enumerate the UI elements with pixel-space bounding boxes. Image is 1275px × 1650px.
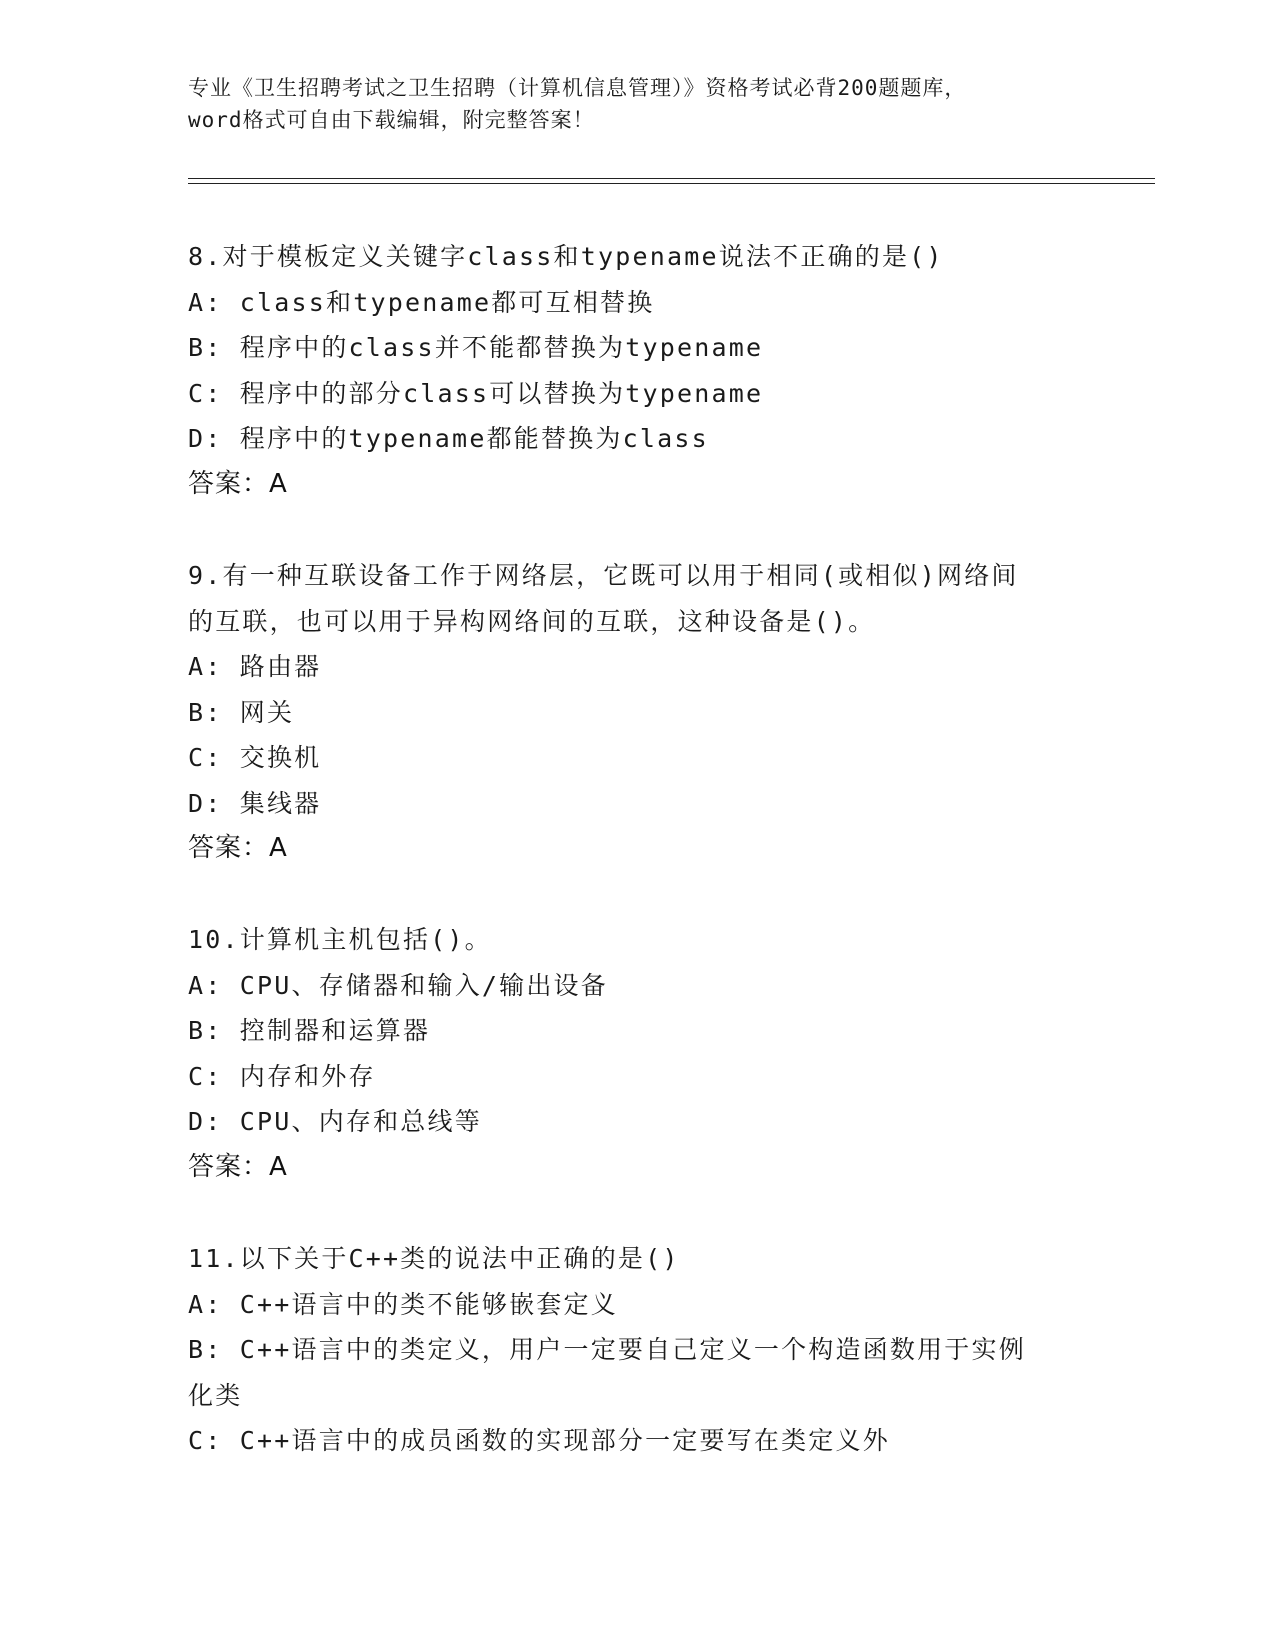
option-d: D: 集线器 (188, 788, 322, 818)
question-stem-continued: 的互联，也可以用于异构网络间的互联，这种设备是()。 (188, 606, 876, 636)
answer: 答案：A (188, 1151, 288, 1182)
question-stem: 11.以下关于C++类的说法中正确的是() (188, 1244, 680, 1273)
question-stem: 8.对于模板定义关键字class和typename说法不正确的是() (188, 242, 944, 271)
option-b-continued: 化类 (188, 1380, 243, 1410)
header-line-2: word格式可自由下载编辑，附完整答案！ (188, 108, 595, 132)
question-stem: 9.有一种互联设备工作于网络层，它既可以用于相同(或相似)网络间 (188, 561, 1019, 590)
option-a: A: class和typename都可互相替换 (188, 287, 655, 317)
question-11 (188, 1236, 1088, 1464)
option-b: B: 网关 (188, 697, 295, 727)
option-c: C: C++语言中的成员函数的实现部分一定要写在类定义外 (188, 1426, 890, 1455)
question-stem: 10.计算机主机包括()。 (188, 925, 492, 954)
question-9 (188, 553, 1088, 870)
option-b: B: C++语言中的类定义，用户一定要自己定义一个构造函数用于实例 (188, 1335, 1026, 1364)
option-d: D: CPU、内存和总线等 (188, 1107, 482, 1136)
option-a: A: C++语言中的类不能够嵌套定义 (188, 1289, 618, 1319)
header-divider-top (188, 178, 1155, 179)
option-b: B: 程序中的class并不能都替换为typename (188, 333, 764, 362)
option-b: B: 控制器和运算器 (188, 1016, 431, 1045)
header-line-1: 专业《卫生招聘考试之卫生招聘（计算机信息管理）》资格考试必背200题题库， (188, 76, 967, 100)
option-a: A: CPU、存储器和输入/输出设备 (188, 970, 608, 1000)
option-d: D: 程序中的typename都能替换为class (188, 424, 709, 453)
option-c: C: 交换机 (188, 743, 322, 772)
option-c: C: 程序中的部分class可以替换为typename (188, 378, 764, 408)
question-10 (188, 917, 1088, 1189)
option-a: A: 路由器 (188, 652, 322, 681)
answer: 答案：A (188, 833, 288, 863)
answer: 答案：A (188, 468, 288, 499)
option-c: C: 内存和外存 (188, 1061, 376, 1091)
document-header (188, 72, 1088, 136)
header-divider-bottom (188, 183, 1155, 184)
question-8 (188, 234, 1088, 506)
